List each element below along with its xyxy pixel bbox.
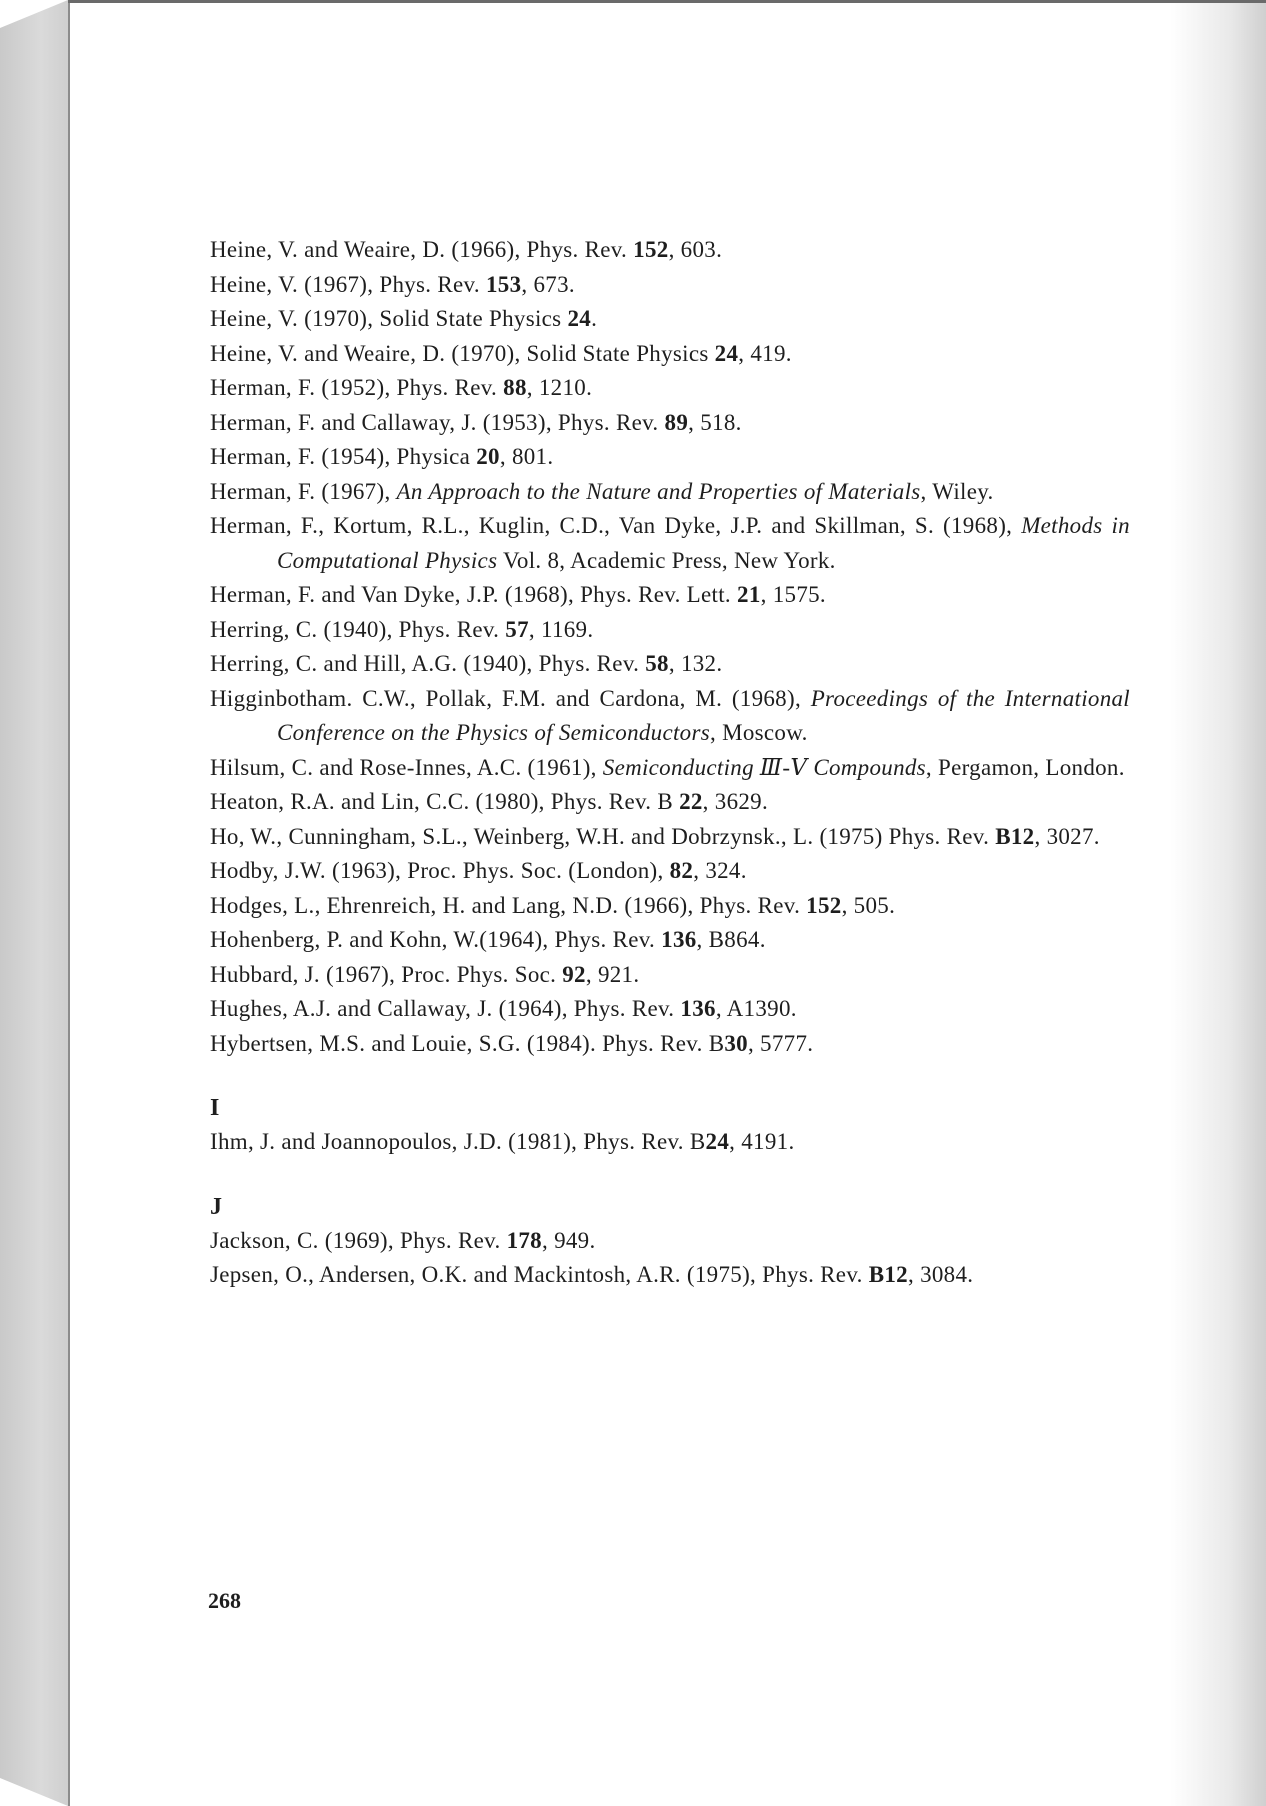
reference-bold: 24	[705, 1129, 730, 1154]
reference-list-i	[210, 1125, 1130, 1160]
reference-italic: Methods in Computational Physics	[277, 513, 1130, 573]
reference-pre: Ho, W., Cunningham, S.L., Weinberg, W.H. and Dobrzynsk., L. (1975) Phys. Rev.	[210, 823, 996, 849]
reference-entry	[210, 958, 1130, 993]
reference-pre: Jackson, C. (1969), Phys. Rev.	[210, 1227, 507, 1253]
reference-entry	[210, 337, 1130, 372]
reference-italic: An Approach to the Nature and Properties of Materials	[396, 478, 921, 504]
reference-bold: B12	[995, 823, 1035, 849]
reference-pre: Hybertsen, M.S. and Louie, S.G. (1984). Phys. Rev. B	[210, 1030, 725, 1056]
reference-post: , 419.	[738, 340, 792, 366]
reference-pre: Heine, V. (1970), Solid State Physics	[210, 306, 568, 331]
reference-entry	[210, 475, 1130, 510]
reference-post: , 132.	[668, 651, 723, 676]
reference-post: Vol. 8, Academic Press, New York.	[497, 547, 836, 573]
reference-bold: 24	[714, 340, 739, 366]
reference-bold: 57	[505, 616, 529, 642]
reference-entry	[210, 509, 1130, 578]
reference-bold: 22	[679, 789, 703, 814]
reference-bold: 136	[680, 996, 716, 1021]
reference-pre: Herman, F. and Van Dyke, J.P. (1968), Phys. Rev. Lett.	[210, 582, 738, 607]
reference-entry	[210, 578, 1130, 613]
reference-bold: 136	[661, 927, 697, 952]
reference-entry	[210, 751, 1130, 786]
reference-bold: 20	[476, 444, 500, 469]
reference-bold: 21	[737, 582, 761, 607]
section-heading-i: I	[210, 1095, 220, 1121]
section-heading-j: J	[210, 1193, 223, 1220]
reference-post: , 921.	[585, 961, 640, 987]
reference-bold: 92	[562, 961, 586, 987]
reference-bold: 88	[503, 375, 527, 400]
reference-entry	[210, 371, 1130, 406]
reference-pre: Herring, C. (1940), Phys. Rev.	[210, 616, 506, 642]
reference-pre: Herman, F. (1952), Phys. Rev.	[210, 375, 504, 400]
reference-bold: 30	[724, 1030, 748, 1056]
reference-entry	[210, 233, 1130, 268]
reference-pre: Herring, C. and Hill, A.G. (1940), Phys. Rev.	[210, 651, 646, 676]
reference-entry	[210, 406, 1130, 441]
reference-post: , 1575.	[760, 582, 826, 607]
reference-post: , 949.	[541, 1227, 596, 1253]
reference-pre: Herman, F. (1967),	[210, 478, 397, 504]
reference-entry	[210, 923, 1130, 958]
reference-bold: 152	[806, 892, 842, 918]
reference-post: , 3084.	[907, 1262, 974, 1287]
reference-post: , 1210.	[526, 375, 593, 400]
reference-pre: Jepsen, O., Andersen, O.K. and Mackintosh, A.R. (1975), Phys. Rev.	[210, 1262, 869, 1287]
reference-pre: Heine, V. and Weaire, D. (1966), Phys. Rev.	[210, 237, 634, 262]
reference-entry	[210, 1224, 1130, 1259]
page	[68, 3, 1266, 1806]
reference-pre: Hughes, A.J. and Callaway, J. (1964), Phys. Rev.	[210, 996, 681, 1021]
reference-pre: Ihm, J. and Joannopoulos, J.D. (1981), Phys. Rev. B	[210, 1129, 706, 1154]
reference-pre: Hohenberg, P. and Kohn, W.(1964), Phys. Rev.	[210, 927, 662, 952]
reference-entry	[210, 785, 1130, 820]
reference-post: , 518.	[688, 409, 742, 435]
reference-pre: Heaton, R.A. and Lin, C.C. (1980), Phys. Rev. B	[210, 789, 680, 814]
reference-entry	[210, 268, 1130, 303]
reference-post: , Wiley.	[920, 478, 994, 504]
reference-bold: 82	[669, 858, 694, 883]
reference-entry	[210, 1125, 1130, 1160]
reference-post: , 3629.	[702, 789, 769, 814]
reference-bold: B12	[868, 1262, 908, 1287]
reference-pre: Higginbotham. C.W., Pollak, F.M. and Cardona, M. (1968),	[210, 685, 811, 711]
reference-post: , A1390.	[715, 996, 797, 1021]
reference-pre: Hubbard, J. (1967), Proc. Phys. Soc.	[210, 961, 563, 987]
reference-italic: Semiconducting Ⅲ-Ⅴ Compounds	[602, 754, 926, 780]
reference-entry	[210, 992, 1130, 1027]
reference-bold: 152	[633, 237, 669, 262]
reference-bold: 24	[567, 306, 592, 331]
reference-pre: Heine, V. and Weaire, D. (1970), Solid State Physics	[210, 340, 715, 366]
reference-pre: Hodby, J.W. (1963), Proc. Phys. Soc. (London),	[210, 858, 670, 883]
reference-post: , 3027.	[1034, 823, 1100, 849]
reference-post: , 4191.	[729, 1129, 795, 1154]
reference-pre: Hilsum, C. and Rose-Innes, A.C. (1961),	[210, 754, 603, 780]
bibliography	[210, 233, 1130, 1293]
reference-bold: 58	[645, 651, 669, 676]
reference-post: , Pergamon, London.	[925, 754, 1125, 780]
reference-post: , B864.	[696, 927, 766, 952]
book-spine	[0, 0, 68, 1806]
reference-post: , 673.	[521, 271, 575, 297]
reference-list-h	[210, 233, 1130, 1061]
reference-entry	[210, 1027, 1130, 1062]
reference-entry	[210, 889, 1130, 924]
reference-entry	[210, 1258, 1130, 1293]
reference-bold: 153	[485, 271, 522, 297]
reference-post: , 1169.	[528, 616, 594, 642]
page-number: 268	[208, 1588, 241, 1613]
reference-pre: Heine, V. (1967), Phys. Rev.	[210, 271, 486, 297]
reference-post: , 603.	[668, 237, 723, 262]
reference-entry	[210, 854, 1130, 889]
reference-post: , 505.	[841, 892, 896, 918]
reference-entry	[210, 647, 1130, 682]
reference-pre: Herman, F. (1954), Physica	[210, 444, 477, 469]
reference-entry	[210, 820, 1130, 855]
reference-pre: Herman, F., Kortum, R.L., Kuglin, C.D., Van Dyke, J.P. and Skillman, S. (1968),	[210, 513, 1022, 538]
reference-entry	[210, 302, 1130, 337]
reference-bold: 178	[506, 1227, 542, 1253]
reference-entry	[210, 682, 1130, 751]
reference-italic: Proceedings of the International Conference on the Physics of Semiconductors	[277, 685, 1130, 745]
reference-entry	[210, 613, 1130, 648]
reference-pre: Herman, F. and Callaway, J. (1953), Phys. Rev.	[210, 409, 665, 435]
reference-post: , 801.	[499, 444, 554, 469]
reference-entry	[210, 440, 1130, 475]
reference-list-j	[210, 1224, 1130, 1293]
reference-post: , 5777.	[747, 1030, 814, 1056]
reference-pre: Hodges, L., Ehrenreich, H. and Lang, N.D. (1966), Phys. Rev.	[210, 892, 807, 918]
reference-post: , 324.	[693, 858, 747, 883]
reference-post: , Moscow.	[709, 720, 808, 745]
reference-bold: 89	[664, 409, 689, 435]
reference-post: .	[591, 306, 598, 331]
